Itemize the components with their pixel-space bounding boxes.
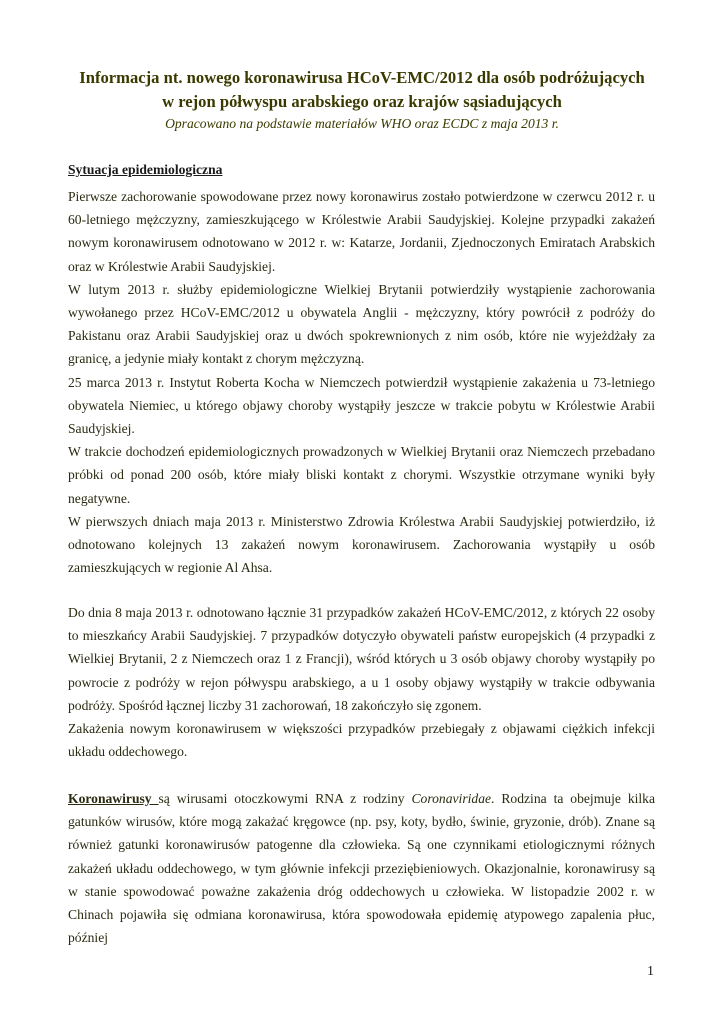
document-title-line-1: Informacja nt. nowego koronawirusa HCoV-EMC/2012 dla osób podróżujących — [79, 68, 645, 87]
paragraph: W trakcie dochodzeń epidemiologicznych prowadzonych w Wielkiej Brytanii oraz Niemczech przebadano próbki od ponad 200 osób, które miały bliski kontakt z chorymi. Wszystkie otrzymane wyniki były negatywne. — [68, 444, 655, 506]
term-coronaviruses: Koronawirusy — [68, 791, 159, 806]
coronavirus-description — [68, 787, 655, 949]
document-subtitle: Opracowano na podstawie materiałów WHO oraz ECDC z maja 2013 r. — [165, 116, 559, 131]
paragraph — [68, 787, 655, 949]
family-name: Coronaviridae — [411, 791, 492, 806]
case-summary-paragraphs — [68, 601, 655, 763]
paragraph: 25 marca 2013 r. Instytut Roberta Kocha w Niemczech potwierdził wystąpienie zakażenia u 73-letniego obywatela Niemiec, u którego objawy choroby wystąpiły jeszcze w trakcie pobytu w Królestwie Arabii Saudyjskiej. — [68, 374, 655, 437]
document-title-line-2: w rejon półwyspu arabskiego oraz krajów sąsiadujących — [162, 92, 562, 111]
paragraph: Pierwsze zachorowanie spowodowane przez nowy koronawirus zostało potwierdzone w czerwcu 2012 r. u 60-letniego mężczyzny, zamieszkującego w Królestwie Arabii Saudyjskiej. Kolejne przypadki zakażeń nowym koronawirusem odnotowano w 2012 r. w: Katarze, Jordanii, Zjednoczonych Emiratach Arabskich oraz w Królestwie Arabii Saudyjskiej. — [68, 189, 655, 274]
epidemiology-paragraphs — [68, 185, 655, 579]
section-heading-epidemiology: Sytuacja epidemiologiczna — [68, 162, 223, 177]
text-segment: są wirusami otoczkowymi RNA z rodziny — [158, 791, 412, 806]
paragraph: Do dnia 8 maja 2013 r. odnotowano łącznie 31 przypadków zakażeń HCoV-EMC/2012, z których 22 osoby to mieszkańcy Arabii Saudyjskiej. 7 przypadków dotyczyło obywateli państw europejskich (4 przypadki z Wielkiej Brytanii, 2 z Niemczech oraz 1 z Francji), wśród których u 3 osób objawy choroby wystąpiły po powrocie z podróży w rejon półwyspu arabskiego, a u 1 osoby objawy wystąpiły w trakcie odbywania podróży. Spośród łącznej liczby 31 zachorowań, 18 zakończyło się zgonem. — [68, 605, 655, 713]
text-segment: . Rodzina ta obejmuje kilka gatunków wirusów, które mogą zakażać kręgowce (np. psy, koty, bydło, świnie, gryzonie, drób). Znane są również gatunki koronawirusów patogenne dla człowieka. Są one czynnikami etiologicznymi różnych zakażeń układu oddechowego, w tym głównie infekcji przeziębieniowych. Okazjonalnie, koronawirusy są w stanie spowodować poważne zakażenia dróg oddechowych u człowieka. W listopadzie 2002 r. w Chinach pojawiła się odmiana koronawirusa, która spowodowała epidemię atypowego zapalenia płuc, później — [68, 791, 655, 946]
paragraph: Zakażenia nowym koronawirusem w większości przypadków przebiegały z objawami ciężkich infekcji układu oddechowego. — [68, 721, 655, 760]
paragraph: W lutym 2013 r. służby epidemiologiczne Wielkiej Brytanii potwierdziły wystąpienie zachorowania wywołanego przez HCoV-EMC/2012 u obywatela Anglii - mężczyzny, który powrócił z podróży do Pakistanu oraz Arabii Saudyjskiej oraz u dwóch spokrewnionych z nim osób, które nie wyjeżdżały za granicę, a jedynie miały kontakt z chorym mężczyzną. — [68, 281, 655, 367]
paragraph: W pierwszych dniach maja 2013 r. Ministerstwo Zdrowia Królestwa Arabii Saudyjskiej potwierdziło, iż odnotowano kolejnych 13 zakażeń nowym koronawirusem. Zachorowania wystąpiły u osób zamieszkujących w regionie Al Ahsa. — [68, 513, 655, 576]
page-number: 1 — [647, 964, 654, 979]
